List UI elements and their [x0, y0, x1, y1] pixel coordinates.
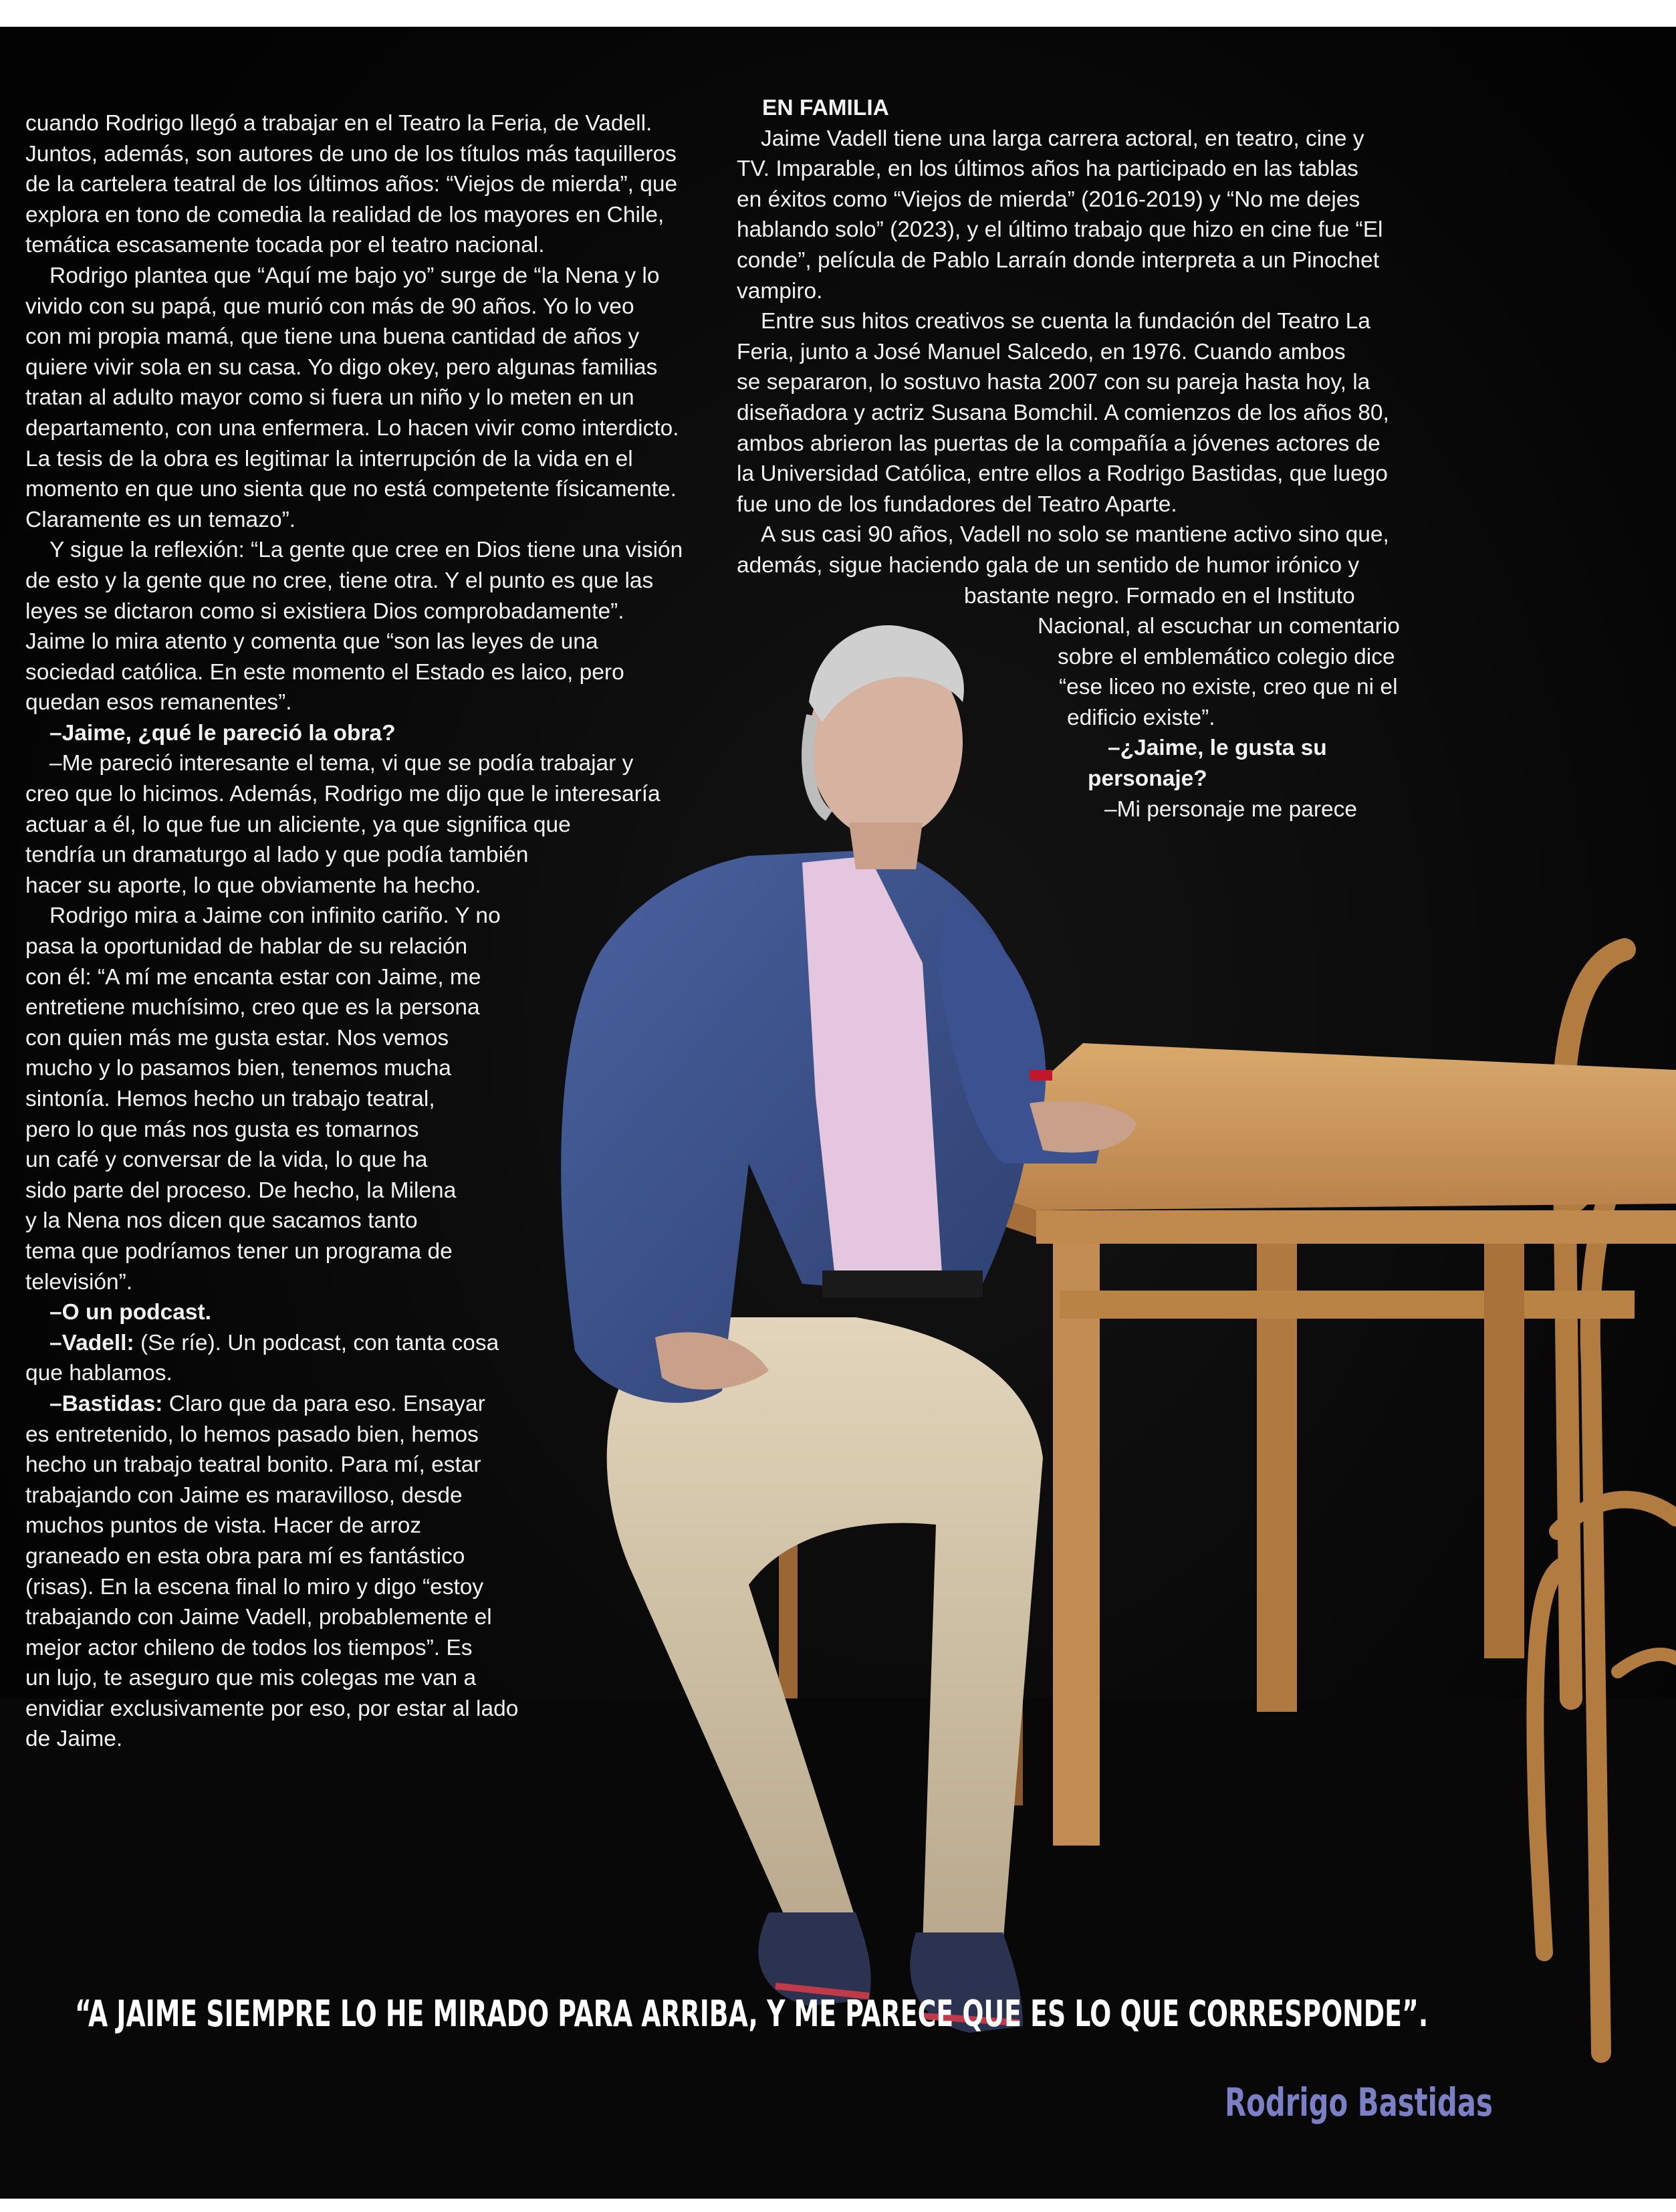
body-line: vampiro.: [737, 278, 823, 304]
body-line: quiere vivir sola en su casa. Yo digo okey, pero algunas familias: [25, 354, 658, 380]
body-line: momento en que uno sienta que no está competente físicamente.: [25, 477, 677, 502]
body-line: La tesis de la obra es legitimar la interrupción de la vida en el: [25, 446, 633, 471]
body-line: y la Nena nos dicen que sacamos tanto: [25, 1208, 418, 1234]
body-line: de la cartelera teatral de los últimos años: “Viejos de mierda”, que: [25, 172, 678, 197]
body-line: conde”, película de Pablo Larraín donde interpreta a un Pinochet: [737, 247, 1379, 273]
subheading-line: –¿Jaime, le gusta su: [1108, 736, 1327, 761]
body-line: que hablamos.: [25, 1361, 172, 1386]
body-line: explora en tono de comedia la realidad de los mayores en Chile,: [25, 202, 665, 227]
body-line: sido parte del proceso. De hecho, la Milena: [25, 1178, 457, 1203]
body-line: muchos puntos de vista. Hacer de arroz: [25, 1513, 422, 1539]
body-line: tema que podríamos tener un programa de: [25, 1238, 453, 1264]
pull-quote-author: Rodrigo Bastidas: [1225, 2080, 1493, 2125]
body-line: sociedad católica. En este momento el Estado es laico, pero: [25, 659, 624, 685]
body-line: sobre el emblemático colegio dice: [1058, 644, 1395, 669]
body-line: en éxitos como “Viejos de mierda” (2016-2019) y “No me dejes: [737, 187, 1360, 212]
body-line: la Universidad Católica, entre ellos a Rodrigo Bastidas, que luego: [737, 461, 1388, 487]
body-line: trabajando con Jaime es maravilloso, desde: [25, 1482, 463, 1508]
body-line: bastante negro. Formado en el Instituto: [964, 583, 1355, 609]
body-line: –Me pareció interesante el tema, vi que se podía trabajar y: [49, 751, 634, 776]
subheading-line: EN FAMILIA: [762, 96, 889, 120]
body-line: tendría un dramaturgo al lado y que podía también: [25, 843, 529, 868]
body-line: hecho un trabajo teatral bonito. Para mí, estar: [25, 1452, 481, 1478]
body-line: leyes se dictaron como si existiera Dios comprobadamente”.: [25, 598, 624, 624]
left-column-text: [25, 108, 683, 1755]
speaker-label: –Vadell:: [49, 1330, 140, 1355]
body-line: (risas). En la escena final lo miro y digo “estoy: [25, 1574, 484, 1599]
body-line: con quien más me gusta estar. Nos vemos: [25, 1025, 449, 1050]
body-line: se separaron, lo sostuvo hasta 2007 con su pareja hasta hoy, la: [737, 370, 1370, 395]
body-line: ambos abrieron las puertas de la compañía a jóvenes actores de: [737, 431, 1381, 456]
body-line: pero lo que más nos gusta es tomarnos: [25, 1117, 419, 1142]
body-line: –Mi personaje me parece: [1104, 796, 1358, 822]
body-line: Rodrigo plantea que “Aquí me bajo yo” surge de “la Nena y lo: [49, 263, 660, 288]
body-line: hacer su aporte, lo que obviamente ha hecho.: [25, 873, 481, 898]
body-line: un café y conversar de la vida, lo que ha: [25, 1147, 428, 1173]
body-line: con él: “A mí me encanta estar con Jaime, me: [25, 964, 481, 990]
body-line: un lujo, te aseguro que mis colegas me van a: [25, 1666, 477, 1691]
body-line: de Jaime.: [25, 1727, 123, 1752]
body-line: A sus casi 90 años, Vadell no solo se mantiene activo sino que,: [761, 522, 1389, 548]
top-margin: [0, 0, 1676, 27]
body-line: [25, 1389, 683, 1420]
body-line: vivido con su papá, que murió con más de 90 años. Yo lo veo: [25, 294, 634, 319]
body-line: Jaime Vadell tiene una larga carrera actoral, en teatro, cine y: [761, 126, 1364, 151]
body-line: mucho y lo pasamos bien, tenemos mucha: [25, 1056, 451, 1081]
speaker-text: (Se ríe). Un podcast, con tanta cosa: [140, 1330, 499, 1355]
body-line: quedan esos remanentes”.: [25, 690, 292, 715]
speaker-text: Claro que da para eso. Ensayar: [168, 1391, 485, 1416]
body-line: Nacional, al escuchar un comentario: [1038, 614, 1400, 639]
body-line: trabajando con Jaime Vadell, probablemente el: [25, 1605, 492, 1630]
right-column-text: [737, 93, 1400, 824]
speaker-label: –Bastidas:: [49, 1391, 169, 1416]
body-line: Y sigue la reflexión: “La gente que cree en Dios tiene una visión: [49, 538, 683, 563]
body-line: sintonía. Hemos hecho un trabajo teatral,: [25, 1087, 435, 1111]
pull-quote: “A JAIME SIEMPRE LO HE MIRADO PARA ARRIBA, Y ME PARECE QUE ES LO QUE CORRESPONDE”.: [75, 1993, 1429, 2035]
subheading-line: –O un podcast.: [49, 1300, 211, 1325]
body-line: pasa la oportunidad de hablar de su relación: [25, 934, 468, 960]
body-line: Rodrigo mira a Jaime con infinito cariño. Y no: [49, 903, 501, 929]
subheading-line: personaje?: [1088, 766, 1207, 792]
body-line: TV. Imparable, en los últimos años ha participado en las tablas: [737, 156, 1358, 182]
body-line: actuar a él, lo que fue un aliciente, ya que significa que: [25, 812, 571, 837]
body-line: departamento, con una enfermera. Lo hacen vivir como interdicto.: [25, 415, 679, 441]
body-line: creo que lo hicimos. Además, Rodrigo me dijo que le interesaría: [25, 782, 661, 807]
body-line: [25, 1328, 683, 1359]
body-line: entretiene muchísimo, creo que es la persona: [25, 995, 480, 1020]
body-line: “ese liceo no existe, creo que ni el: [1059, 675, 1398, 700]
body-line: es entretenido, lo hemos pasado bien, hemos: [25, 1422, 479, 1447]
body-line: cuando Rodrigo llegó a trabajar en el Teatro la Feria, de Vadell.: [25, 111, 652, 136]
body-line: Entre sus hitos creativos se cuenta la fundación del Teatro La: [761, 309, 1370, 334]
body-line: hablando solo” (2023), y el último trabajo que hizo en cine fue “El: [737, 217, 1383, 243]
body-line: televisión”.: [25, 1269, 133, 1295]
body-line: Feria, junto a José Manuel Salcedo, en 1976. Cuando ambos: [737, 339, 1346, 364]
body-line: Claramente es un temazo”.: [25, 507, 296, 532]
body-line: envidiar exclusivamente por eso, por estar al lado: [25, 1696, 519, 1721]
body-line: diseñadora y actriz Susana Bomchil. A comienzos de los años 80,: [737, 400, 1389, 425]
body-line: tratan al adulto mayor como si fuera un niño y lo meten en un: [25, 385, 634, 411]
body-line: con mi propia mamá, que tiene una buena cantidad de años y: [25, 324, 640, 350]
body-line: edificio existe”.: [1067, 705, 1215, 730]
bottom-margin: [0, 2199, 1676, 2212]
body-line: Juntos, además, son autores de uno de los títulos más taquilleros: [25, 141, 677, 167]
body-line: graneado en esta obra para mí es fantástico: [25, 1543, 465, 1569]
body-line: de esto y la gente que no cree, tiene otra. Y el punto es que las: [25, 568, 654, 593]
body-line: además, sigue haciendo gala de un sentido de humor irónico y: [737, 552, 1360, 578]
body-line: fue uno de los fundadores del Teatro Aparte.: [737, 491, 1177, 517]
body-line: mejor actor chileno de todos los tiempos”. Es: [25, 1635, 473, 1660]
body-line: temática escasamente tocada por el teatro nacional.: [25, 233, 545, 258]
body-line: Jaime lo mira atento y comenta que “son las leyes de una: [25, 629, 598, 655]
subheading-line: –Jaime, ¿qué le pareció la obra?: [49, 720, 396, 746]
